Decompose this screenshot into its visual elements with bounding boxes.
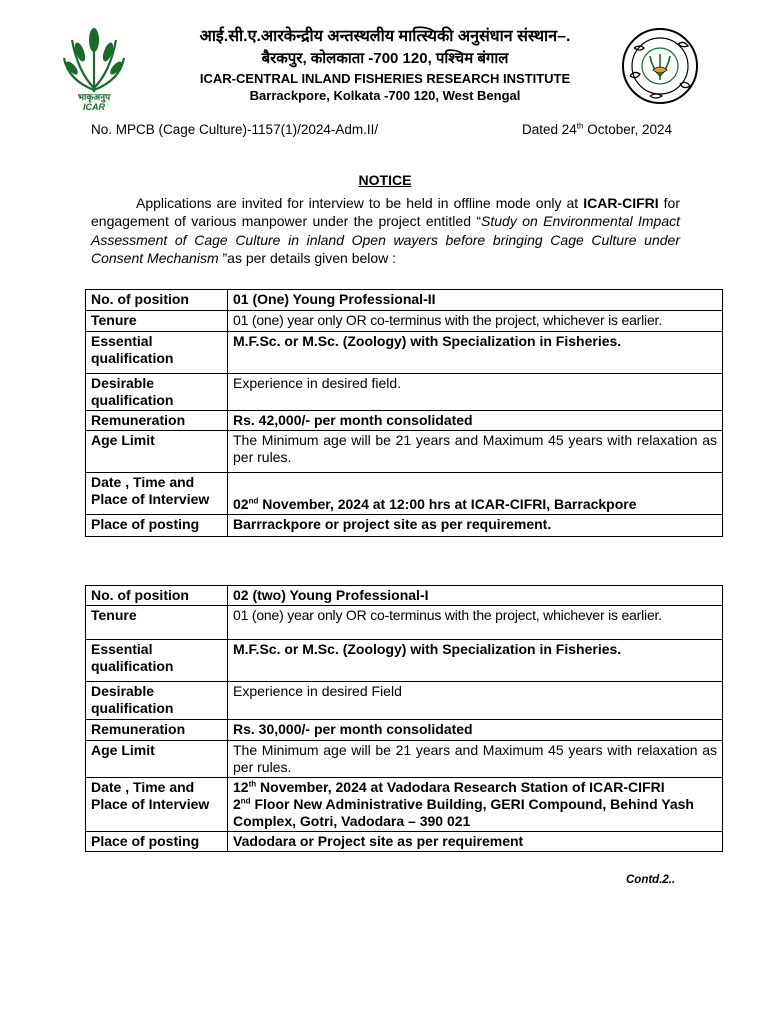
table-row [86, 832, 723, 852]
hindi-institute-title: आई.सी.ए.आरकेन्द्रीय अन्तस्थलीय मात्स्यिकी अनुसंधान संस्थान–. [199, 28, 571, 45]
row-label: Desirable qualification [86, 682, 228, 720]
row-value: Rs. 42,000/- per month consolidated [228, 411, 723, 431]
notice-title: NOTICE [358, 172, 412, 188]
row-label: Tenure [86, 311, 228, 332]
row-label: No. of position [86, 586, 228, 606]
table-row [86, 411, 723, 431]
table-row [86, 586, 723, 606]
logo-caption-english: ICAR [83, 102, 105, 112]
table-row [86, 473, 723, 515]
row-value: 01 (one) year only OR co-terminus with the project, whichever is earlier. [228, 311, 723, 332]
table-row [86, 741, 723, 778]
row-label: Essential qualification [86, 332, 228, 374]
row-label: Date , Time and Place of Interview [86, 778, 228, 832]
row-label: Age Limit [86, 741, 228, 778]
row-label: Age Limit [86, 431, 228, 473]
table-row [86, 720, 723, 741]
row-value: Vadodara or Project site as per requirement [228, 832, 723, 852]
row-label: Remuneration [86, 411, 228, 431]
row-value: Experience in desired Field [228, 682, 723, 720]
row-value: 01 (One) Young Professional-II [228, 290, 723, 311]
reference-number: No. MPCB (Cage Culture)-1157(1)/2024-Adm.II/ [91, 122, 379, 137]
row-value: M.F.Sc. or M.Sc. (Zoology) with Specialization in Fisheries. [228, 640, 723, 682]
row-value: 01 (one) year only OR co-terminus with the project, whichever is earlier. [228, 606, 723, 640]
icar-logo [60, 22, 128, 114]
row-value: Barrrackpore or project site as per requirement. [228, 515, 723, 537]
continued-marker: Contd.2.. [626, 874, 676, 886]
table-row [86, 431, 723, 473]
row-label: Remuneration [86, 720, 228, 741]
row-value: The Minimum age will be 21 years and Maximum 45 years with relaxation as per rules. [228, 431, 723, 473]
logo-caption-hindi: भाकृअनुप [77, 92, 111, 102]
row-label: Date , Time and Place of Interview [86, 473, 228, 515]
table-row [86, 374, 723, 411]
row-value: The Minimum age will be 21 years and Maximum 45 years with relaxation as per rules. [228, 741, 723, 778]
row-label: Essential qualification [86, 640, 228, 682]
table-row [86, 682, 723, 720]
table-row [86, 311, 723, 332]
table-row [86, 332, 723, 374]
row-label: Tenure [86, 606, 228, 640]
row-label: Place of posting [86, 832, 228, 852]
table-row [86, 290, 723, 311]
row-value: Rs. 30,000/- per month consolidated [228, 720, 723, 741]
table-row [86, 515, 723, 537]
row-value: M.F.Sc. or M.Sc. (Zoology) with Specialization in Fisheries. [228, 332, 723, 374]
row-label: Place of posting [86, 515, 228, 537]
row-value: 02 (two) Young Professional-I [228, 586, 723, 606]
table-row [86, 778, 723, 832]
institute-name: ICAR-CENTRAL INLAND FISHERIES RESEARCH INSTITUTE [199, 71, 571, 86]
table-row [86, 606, 723, 640]
row-value: Experience in desired field. [228, 374, 723, 411]
position-table-young-professional-i [85, 585, 723, 852]
row-label: Desirable qualification [86, 374, 228, 411]
row-value: 02nd November, 2024 at 12:00 hrs at ICAR-CIFRI, Barrackpore [228, 473, 723, 515]
table-row [86, 640, 723, 682]
row-label: No. of position [86, 290, 228, 311]
hindi-institute-address: बैरकपुर, कोलकाता -700 120, पश्चिम बंगाल [261, 50, 509, 67]
position-table-young-professional-ii [85, 289, 723, 537]
row-value: 12th November, 2024 at Vadodara Research Station of ICAR-CIFRI 2nd Floor New Administrative Building, GERI Compound, Behind Yash Complex, Gotri, Vadodara – 390 021 [228, 778, 723, 832]
notice-date: Dated 24th October, 2024 [522, 121, 673, 137]
institute-address: Barrackpore, Kolkata -700 120, West Bengal [249, 88, 521, 103]
notice-paragraph: Applications are invited for interview to be held in offline mode only at ICAR-CIFRI for engagement of various manpower under the project entitled “Study on Environmental Impact Assessment of Cage Culture in inland Open wayers before bringing Cage Culture under Consent Mechanism ”as per details given below : [91, 195, 681, 267]
cifri-seal-logo [620, 26, 700, 106]
